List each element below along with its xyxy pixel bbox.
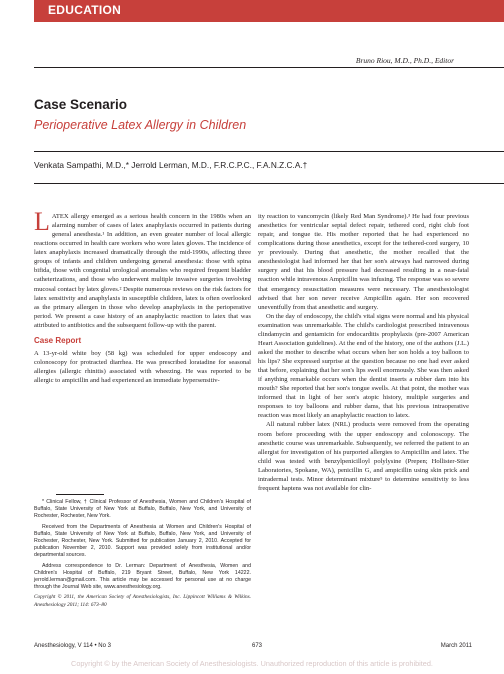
- footnotes: [34, 499, 251, 612]
- right-column: [258, 212, 469, 493]
- intro-paragraph: [34, 207, 251, 330]
- article-title: Perioperative Latex Allergy in Children: [34, 118, 247, 132]
- case-report-paragraph: A 13-yr-old white boy (58 kg) was scheduled for upper endoscopy and colonoscopy for protracted diarrhea. He was prescribed loratadine for seasonal allergies (allergic rhinitis) associated with wheezing. He was reported to be allergic to ampicillin and had experienced an immediate hypersensitiv-: [34, 349, 251, 384]
- footnote-received: Received from the Departments of Anesthesia at Women and Children's Hospital of Buffalo, State University of New York at Buffalo, Buffalo, New York, and University of Rochester, Rochester, New York. Submitted for publication January 2, 2010. Accepted for publication November 2, 2010. Support was provided solely from institutional and/or departmental sources.: [34, 523, 251, 559]
- issue-date: March 2011: [440, 643, 472, 649]
- section-banner: [34, 0, 504, 22]
- footnote-correspondence: Address correspondence to Dr. Lerman: Department of Anesthesia, Women and Children's Hospital of Buffalo, 219 Bryant Street, Buffalo, New York 14222. jerrold.lerman@gmail.com. This article may be accessed for personal use at no charge through the Journal Web site, www.anesthesiology.org.: [34, 562, 251, 591]
- section-label: EDUCATION: [48, 3, 122, 17]
- intro-text: ATEX allergy emerged as a serious health concern in the 1980s when an alarming number of cases of latex anaphylaxis occurred in patients during general anesthesia.¹ In addition, an even greater number of local allergic reactions occurred in health care workers who wore latex gloves. The incidence of latex anaphylaxis increased dramatically through the mid-1990s, affecting three groups of infants and children undergoing general anesthesia: those with spina bifida, those with congenital urological anomalies who required frequent bladder catheterizations, and those who underwent multiple invasive surgeries involving mucosal contact by latex gloves.² Despite numerous reviews on the risk factors for latex sensitivity and anaphylaxis in susceptible children, latex is often overlooked as the primary allergen in those who develop anaphylaxis in the perioperative period. We present a case history of an anaphylactic reaction to latex that was attributed to antibiotics and the subsequent follow-up with the parent.: [34, 213, 251, 329]
- footnote-copyright: Copyright © 2011, the American Society of Anesthesiologists, Inc. Lippincott Williams & Wilkins. Anesthesiology 2011; 114: 673–80: [34, 594, 251, 608]
- article-kicker: Case Scenario: [34, 97, 128, 112]
- case-report-heading: Case Report: [34, 335, 82, 345]
- right-paragraph-1: ity reaction to vancomycin (likely Red Man Syndrome).³ He had four previous anesthetics for ventricular septal defect repair, tethered cord, right club foot repair, and tongue tie. His mother reported that he had experienced no complications during those anesthetics, except for the tethered-cord surgery, 10 yr previously. During that anesthetic, the mother recalled that the anesthesiologist had informed her that her son's airways had narrowed during surgery and that his blood pressure had decreased resulting in a near-fatal reaction while intravenous Ampicillin was infusing. The response was so severe that emergency resuscitation measures were necessary. The anesthesiologist advised that her son never receive Ampicillin again. Her son recovered uneventfully from that anesthetic and surgery.: [258, 213, 469, 311]
- left-column: [34, 207, 251, 385]
- journal-citation: Anesthesiology, V 114 • No 3: [34, 643, 111, 649]
- header-divider: [34, 67, 504, 68]
- footnote-affiliations: * Clinical Fellow, † Clinical Professor of Anesthesia, Women and Children's Hospital of Buffalo, State University of New York at Buffalo, Buffalo, New York, and University of Rochester, Rochester, New York.: [34, 499, 251, 520]
- author-list: Venkata Sampathi, M.D.,* Jerrold Lerman, M.D., F.R.C.P.C., F.A.N.Z.C.A.†: [34, 160, 308, 170]
- right-paragraph-3: All natural rubber latex (NRL) products were removed from the operating room before proceeding with the upper endoscopy and colonoscopy. The anesthetic course was unremarkable. Subsequently, we referred the patient to an allergist for investigation of his purported allergies to Ampicillin and latex. The child was tested with benzylpenicilloyl polylysine (Prepen; Hollister-Stier Laboratories, Spokane, WA), penicillin G, and ampicillin using skin prick and intradermal tests. Minor determinant mixture⁵ to determine sensitivity to less frequent haptens was not available for clin-: [258, 421, 469, 492]
- page-number: 673: [252, 643, 263, 649]
- footnote-divider: [56, 494, 104, 495]
- drop-cap: L: [34, 207, 50, 236]
- copyright-watermark: Copyright © by the American Society of Anesthesiologists. Unauthorized reproduction of this article is prohibited.: [71, 659, 433, 668]
- title-divider: [34, 151, 504, 152]
- editor-credit: Bruno Riou, M.D., Ph.D., Editor: [355, 56, 454, 65]
- authors-divider: [34, 183, 504, 184]
- right-paragraph-2: On the day of endoscopy, the child's vital signs were normal and his physical examination was unremarkable. The child's cardiologist prescribed intravenous clindamycin and gentamicin for endocarditis prophylaxis (pre-2007 American Heart Association guidelines). At the end of the history, one of the authors (J.L.) asked the mother to describe what occurs when her son holds a toy balloon to his lips? She expressed surprise at the question because no one had ever asked that before, explaining that her son's lips swell enormously. She was then asked if anything remarkable occurs when the dentist inserts a rubber dam into his mouth? She reported that her son's tongue swells. At that point, the mother was informed that in light of her son's atopic history, multiple surgeries and responses to toy balloons and rubber dams, that his previous intraoperative reaction was most likely an anaphylactic reaction to latex.: [258, 312, 469, 420]
